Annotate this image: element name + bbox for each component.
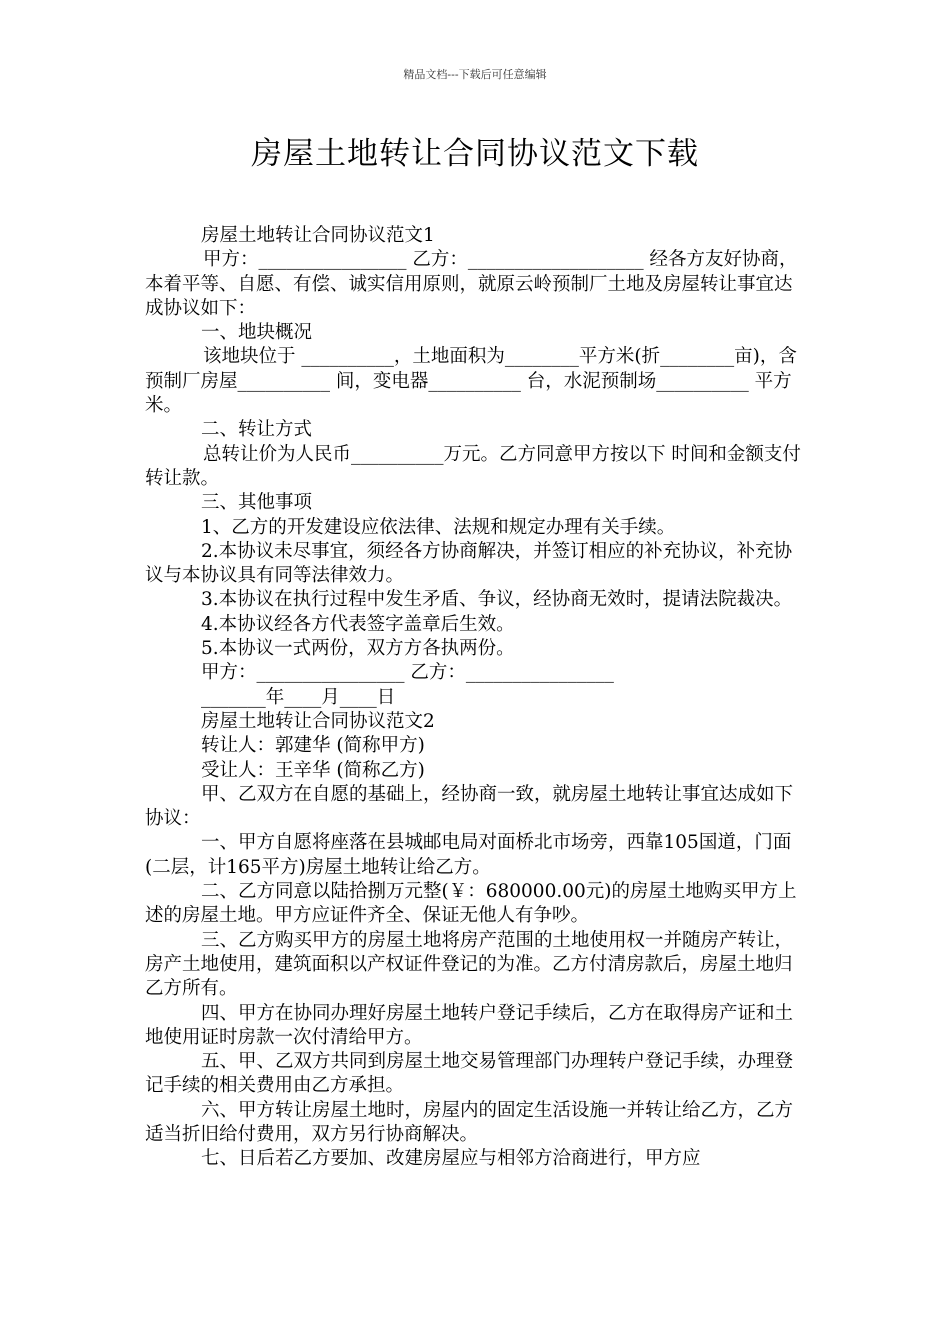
paragraph: 转让人：郭建华 (简称甲方) (201, 735, 425, 757)
paragraph: 甲方：________________ 乙方：___________________ 经各方友好协商，本着平等、自愿、有偿、诚实信用原则，就原云岭预制厂土地及房屋转让事宜达成协议如下： (145, 249, 798, 319)
paragraph: 二、乙方同意以陆拾捌万元整(￥：680000.00元)的房屋土地购买甲方上述的房屋土地。甲方应证件齐全、保证无他人有争吵。 (145, 881, 797, 927)
paragraph: 房屋土地转让合同协议范文2 (201, 710, 435, 732)
paragraph: _______年____月____日 (201, 686, 396, 708)
paragraph: 4.本协议经各方代表签字盖章后生效。 (201, 613, 515, 635)
document-title: 房屋土地转让合同协议范文下载 (251, 136, 699, 172)
paragraph: 该地块位于 __________，土地面积为________平方米(折________亩)，含预制厂房屋__________ 间，变电器__________ 台，水泥预制场__________ 平方米。 (145, 346, 797, 417)
paragraph: 一、甲方自愿将座落在县城邮电局对面桥北市场旁，西靠105国道，门面(二层，计165平方)房屋土地转让给乙方。 (145, 832, 792, 878)
page-header: 精品文档---下载后可任意编辑 (403, 68, 547, 81)
paragraph: 五、甲、乙双方共同到房屋土地交易管理部门办理转户登记手续，办理登记手续的相关费用由乙方承担。 (145, 1051, 794, 1097)
paragraph: 5.本协议一式两份，双方方各执两份。 (201, 638, 515, 660)
paragraph: 受让人：王辛华 (简称乙方) (201, 759, 425, 781)
paragraph: 甲方：________________ 乙方：________________ (201, 662, 614, 684)
paragraph: 甲、乙双方在自愿的基础上，经协商一致，就房屋土地转让事宜达成如下协议： (145, 783, 794, 830)
paragraph: 房屋土地转让合同协议范文1 (201, 225, 435, 246)
paragraph: 四、甲方在协同办理好房屋土地转户登记手续后，乙方在取得房产证和土地使用证时房款一次付清给甲方。 (145, 1002, 794, 1048)
paragraph: 三、其他事项 (201, 492, 313, 514)
document-body (145, 224, 807, 1172)
paragraph: 总转让价为人民币__________万元。乙方同意甲方按以下 时间和金额支付转让款。 (145, 443, 801, 489)
paragraph: 一、地块概况 (201, 322, 313, 344)
paragraph: 三、乙方购买甲方的房屋土地将房产范围的土地使用权一并随房产转让，房产土地使用，建筑面积以产权证件登记的为准。乙方付清房款后，房屋土地归乙方所有。 (145, 929, 794, 1000)
paragraph: 2.本协议未尽事宜，须经各方协商解决，并签订相应的补充协议，补充协议与本协议具有同等法律效力。 (145, 540, 793, 587)
paragraph: 二、转让方式 (201, 419, 313, 441)
paragraph: 六、甲方转让房屋土地时，房屋内的固定生活设施一并转让给乙方，乙方适当折旧给付费用，双方另行协商解决。 (145, 1099, 794, 1145)
paragraph: 七、日后若乙方要加、改建房屋应与相邻方洽商进行，甲方应 (201, 1148, 701, 1170)
paragraph: 1、乙方的开发建设应依法律、法规和规定办理有关手续。 (201, 516, 676, 538)
paragraph: 3.本协议在执行过程中发生矛盾、争议，经协商无效时，提请法院裁决。 (201, 589, 793, 611)
